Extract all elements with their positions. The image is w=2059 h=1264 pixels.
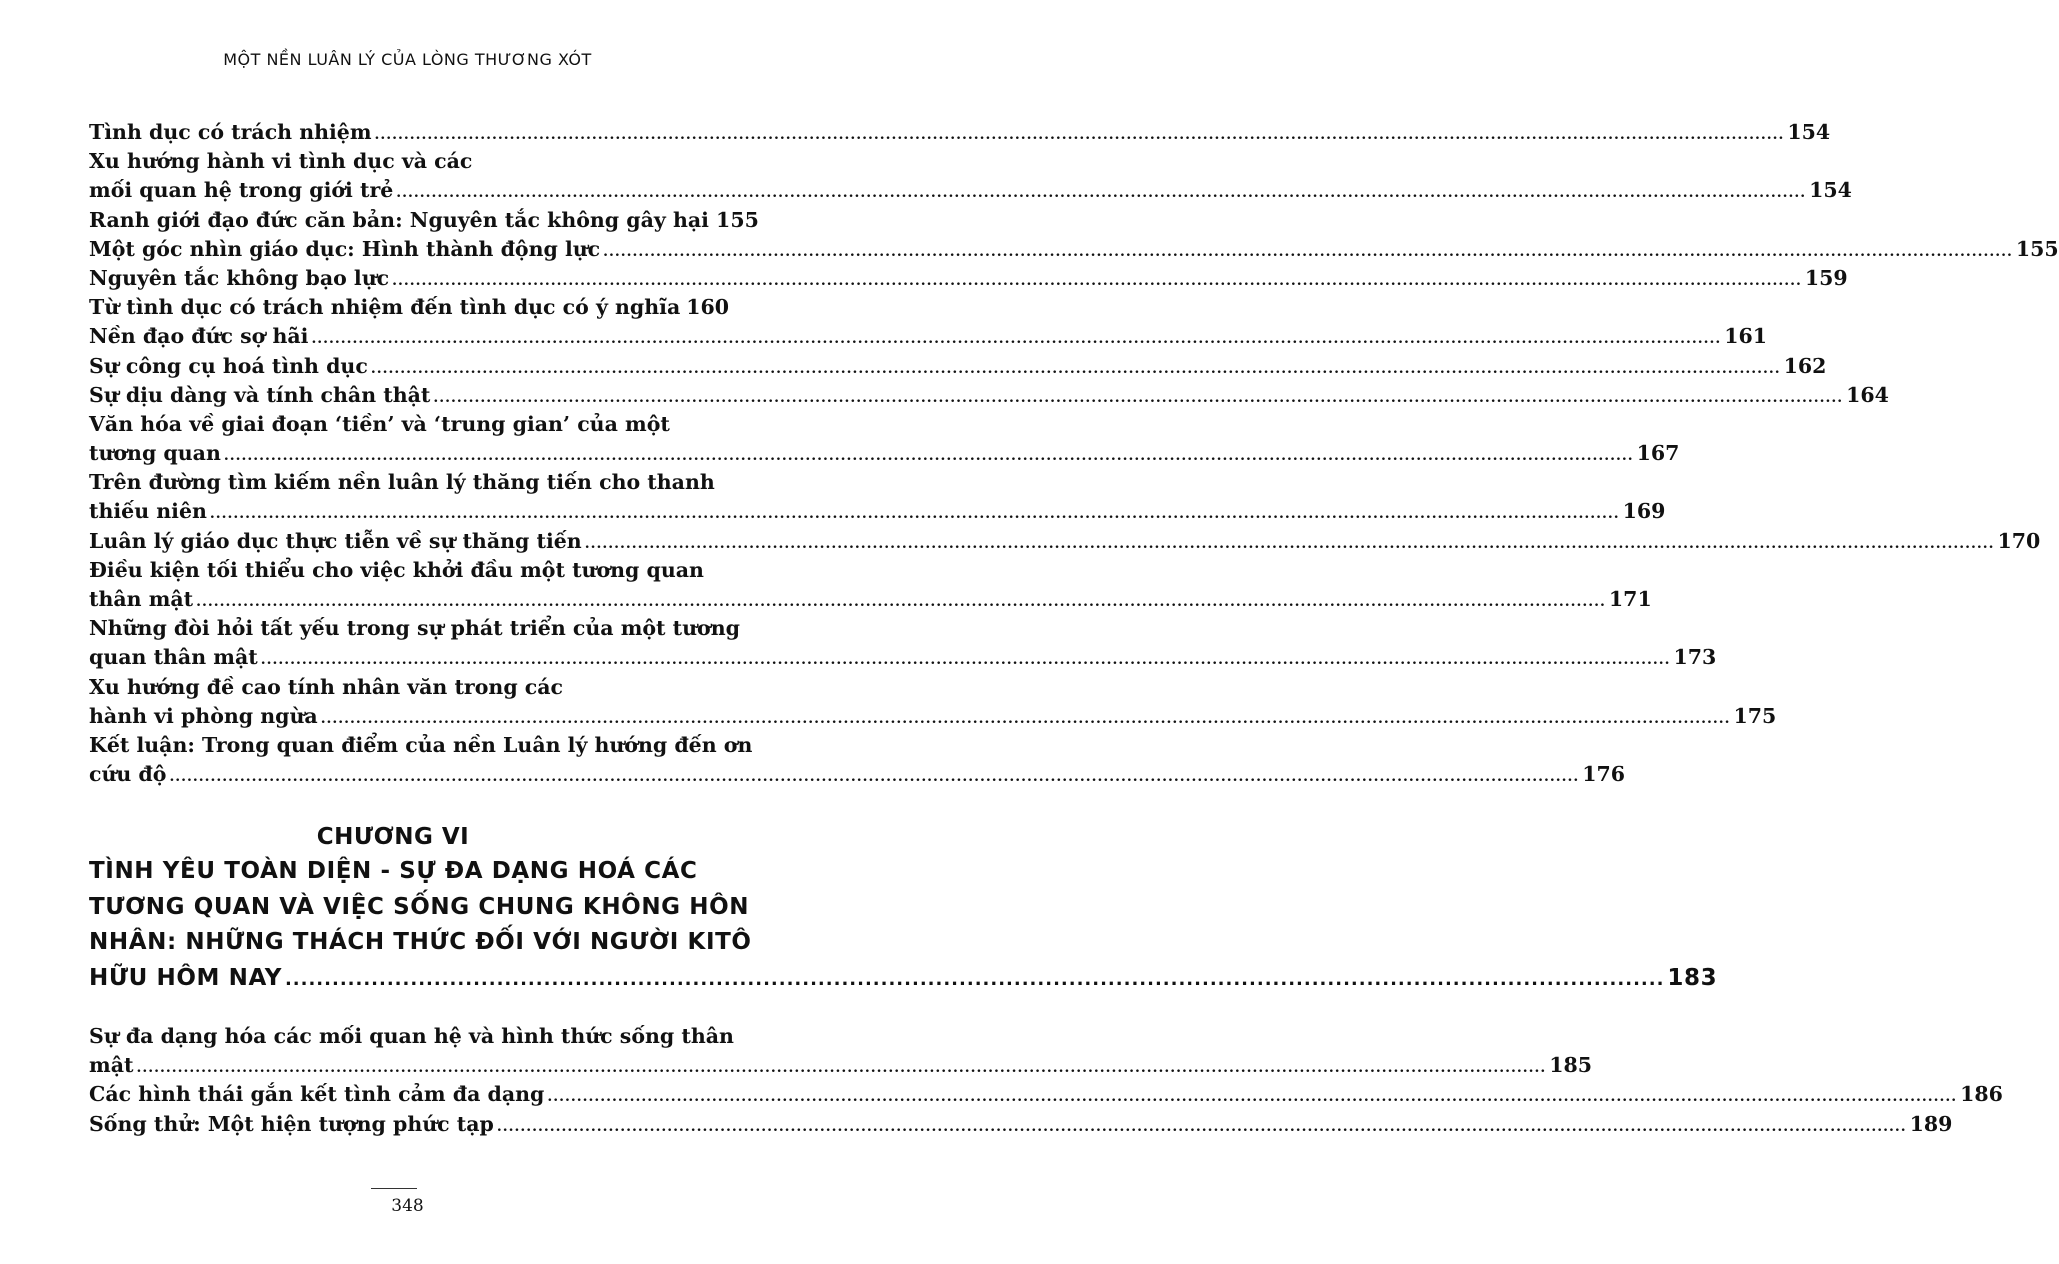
toc-entry (89, 497, 1666, 526)
chapter-title-text: HỮU HÔM NAY (89, 964, 282, 991)
toc-entry-title: Các hình thái gắn kết tình cảm đa dạng (89, 1082, 545, 1107)
page-number: 348 (391, 1196, 424, 1216)
toc-section (89, 118, 2059, 789)
toc-entry-page: 159 (1804, 265, 1848, 290)
toc-entry (89, 585, 1652, 614)
dot-leader (603, 238, 2013, 267)
dot-leader (196, 588, 1606, 617)
dot-leader (136, 1054, 1546, 1083)
toc-entry (89, 381, 1889, 410)
toc-entry (89, 206, 759, 235)
running-head: MỘT NỀN LUÂN LÝ CỦA LÒNG THƯƠNG XÓT (223, 50, 592, 69)
dot-leader (261, 646, 1671, 675)
toc-entry (89, 352, 1827, 381)
chapter-title-last-line (89, 961, 1718, 997)
toc-entry-page: 155 (2015, 236, 2059, 261)
toc-entry-title: tương quan (89, 441, 221, 466)
toc-entry (89, 264, 1848, 293)
dot-leader (547, 1083, 1957, 1112)
toc-entry-title: Sự dịu dàng và tính chân thật (89, 382, 431, 407)
toc-entry (89, 176, 1852, 205)
toc-entry (89, 760, 1625, 789)
toc-entry (89, 235, 2059, 264)
toc-entry-title: Nền đạo đức sợ hãi (89, 324, 309, 349)
dot-leader (497, 1113, 1907, 1142)
toc-entry-title: thiếu niên (89, 499, 207, 524)
toc-entry (89, 1022, 734, 1051)
toc-entry (89, 147, 697, 176)
dot-leader (392, 267, 1802, 296)
dot-leader (321, 705, 1731, 734)
toc-entry-title: Sự công cụ hoá tình dục (89, 353, 368, 378)
toc-entry-title: Từ tình dục có trách nhiệm đến tình dục có ý nghĩa (89, 295, 681, 320)
toc-entry-page: 154 (1787, 120, 1831, 144)
dot-leader (210, 500, 1620, 529)
toc-entry-title: Nguyên tắc không bạo lực (89, 265, 390, 290)
toc-entry-page: 160 (686, 295, 730, 320)
toc-section-2 (89, 1022, 2003, 1139)
toc-entry (89, 410, 697, 439)
chapter-heading (89, 820, 1718, 996)
toc-entry (89, 731, 753, 760)
toc-entry-page: 162 (1783, 353, 1827, 378)
toc-entry (89, 439, 1680, 468)
chapter-title-line: TÌNH YÊU TOÀN DIỆN - SỰ ĐA DẠNG HOÁ CÁC (89, 858, 698, 884)
toc-entry-title: Xu hướng đề cao tính nhân văn trong các (89, 674, 564, 699)
toc-entry-page: 154 (1809, 178, 1852, 203)
chapter-label: CHƯƠNG VI (316, 824, 470, 850)
dot-leader (311, 325, 1721, 354)
chapter-page: 183 (1667, 964, 1718, 991)
toc-entry-title: quan thân mật (89, 645, 258, 670)
toc-entry (89, 702, 1777, 731)
toc-entry-page: 173 (1673, 645, 1717, 670)
toc-entry-title: Những đòi hỏi tất yếu trong sự phát triển của một tương (89, 616, 740, 641)
toc-entry (89, 118, 1831, 147)
toc-entry-page: 171 (1608, 587, 1652, 611)
toc-entry-title: Ranh giới đạo đức căn bản: Nguyên tắc không gây hại 155 (89, 207, 759, 232)
toc-entry (89, 1110, 1953, 1139)
dot-leader (433, 384, 1843, 413)
toc-entry-page: 170 (1997, 528, 2041, 553)
toc-entry-page: 167 (1636, 441, 1680, 466)
toc-entry-page: 176 (1582, 762, 1625, 787)
toc-entry-page: 161 (1724, 324, 1767, 349)
toc-entry-page: 186 (1960, 1082, 2003, 1107)
toc-entry-title: hành vi phòng ngừa (89, 703, 318, 728)
toc-entry (89, 614, 740, 643)
toc-entry (89, 673, 697, 702)
toc-entry-title: Xu hướng hành vi tình dục và các (89, 149, 473, 174)
toc-entry (89, 527, 2041, 556)
toc-entry-title: Luân lý giáo dục thực tiễn về sự thăng tiến (89, 528, 582, 553)
toc-entry-title: Sống thử: Một hiện tượng phức tạp (89, 1111, 494, 1136)
toc-entry-page: 164 (1846, 382, 1889, 407)
footer-rule (371, 1188, 417, 1189)
toc-entry-title: Văn hóa về giai đoạn ‘tiền’ và ‘trung gian’ của một (89, 411, 670, 436)
dot-leader (396, 179, 1806, 208)
toc-entry-title: Điều kiện tối thiểu cho việc khởi đầu một tương quan (89, 557, 704, 582)
toc-entry-title: Sự đa dạng hóa các mối quan hệ và hình thức sống thân (89, 1024, 734, 1048)
dot-leader (585, 530, 1995, 559)
toc-entry-title: Một góc nhìn giáo dục: Hình thành động lực (89, 236, 601, 261)
toc-entry (89, 1051, 1593, 1080)
toc-entry-title: mật (89, 1053, 134, 1078)
dot-leader (169, 763, 1579, 792)
toc-entry-title: cứu độ (89, 762, 167, 787)
toc-entry-page: 175 (1733, 703, 1777, 728)
toc-entry-title: mối quan hệ trong giới trẻ (89, 178, 394, 203)
dot-leader (375, 121, 1785, 150)
toc-entry (89, 293, 730, 322)
toc-entry-title: Tình dục có trách nhiệm (89, 120, 372, 144)
toc-entry-title: thân mật (89, 587, 194, 611)
toc-entry-page: 189 (1909, 1111, 1953, 1136)
chapter-title-line: TƯƠNG QUAN VÀ VIỆC SỐNG CHUNG KHÔNG HÔN (89, 893, 750, 920)
dot-leader (285, 962, 1664, 998)
dot-leader (371, 355, 1781, 384)
toc-entry-page: 169 (1622, 499, 1666, 524)
toc-entry-title: Trên đường tìm kiếm nền luân lý thăng tiến cho thanh (89, 470, 715, 495)
toc-entry-page: 185 (1549, 1053, 1593, 1078)
toc-entry (89, 556, 704, 585)
chapter-title-line: NHÂN: NHỮNG THÁCH THỨC ĐỐI VỚI NGƯỜI KITÔ (89, 929, 752, 955)
toc-entry (89, 322, 1767, 351)
toc-entry (89, 468, 715, 497)
dot-leader (224, 442, 1634, 471)
toc-entry (89, 643, 1717, 672)
toc-entry (89, 1080, 2003, 1109)
toc-entry-title: Kết luận: Trong quan điểm của nền Luân lý hướng đến ơn (89, 732, 753, 757)
